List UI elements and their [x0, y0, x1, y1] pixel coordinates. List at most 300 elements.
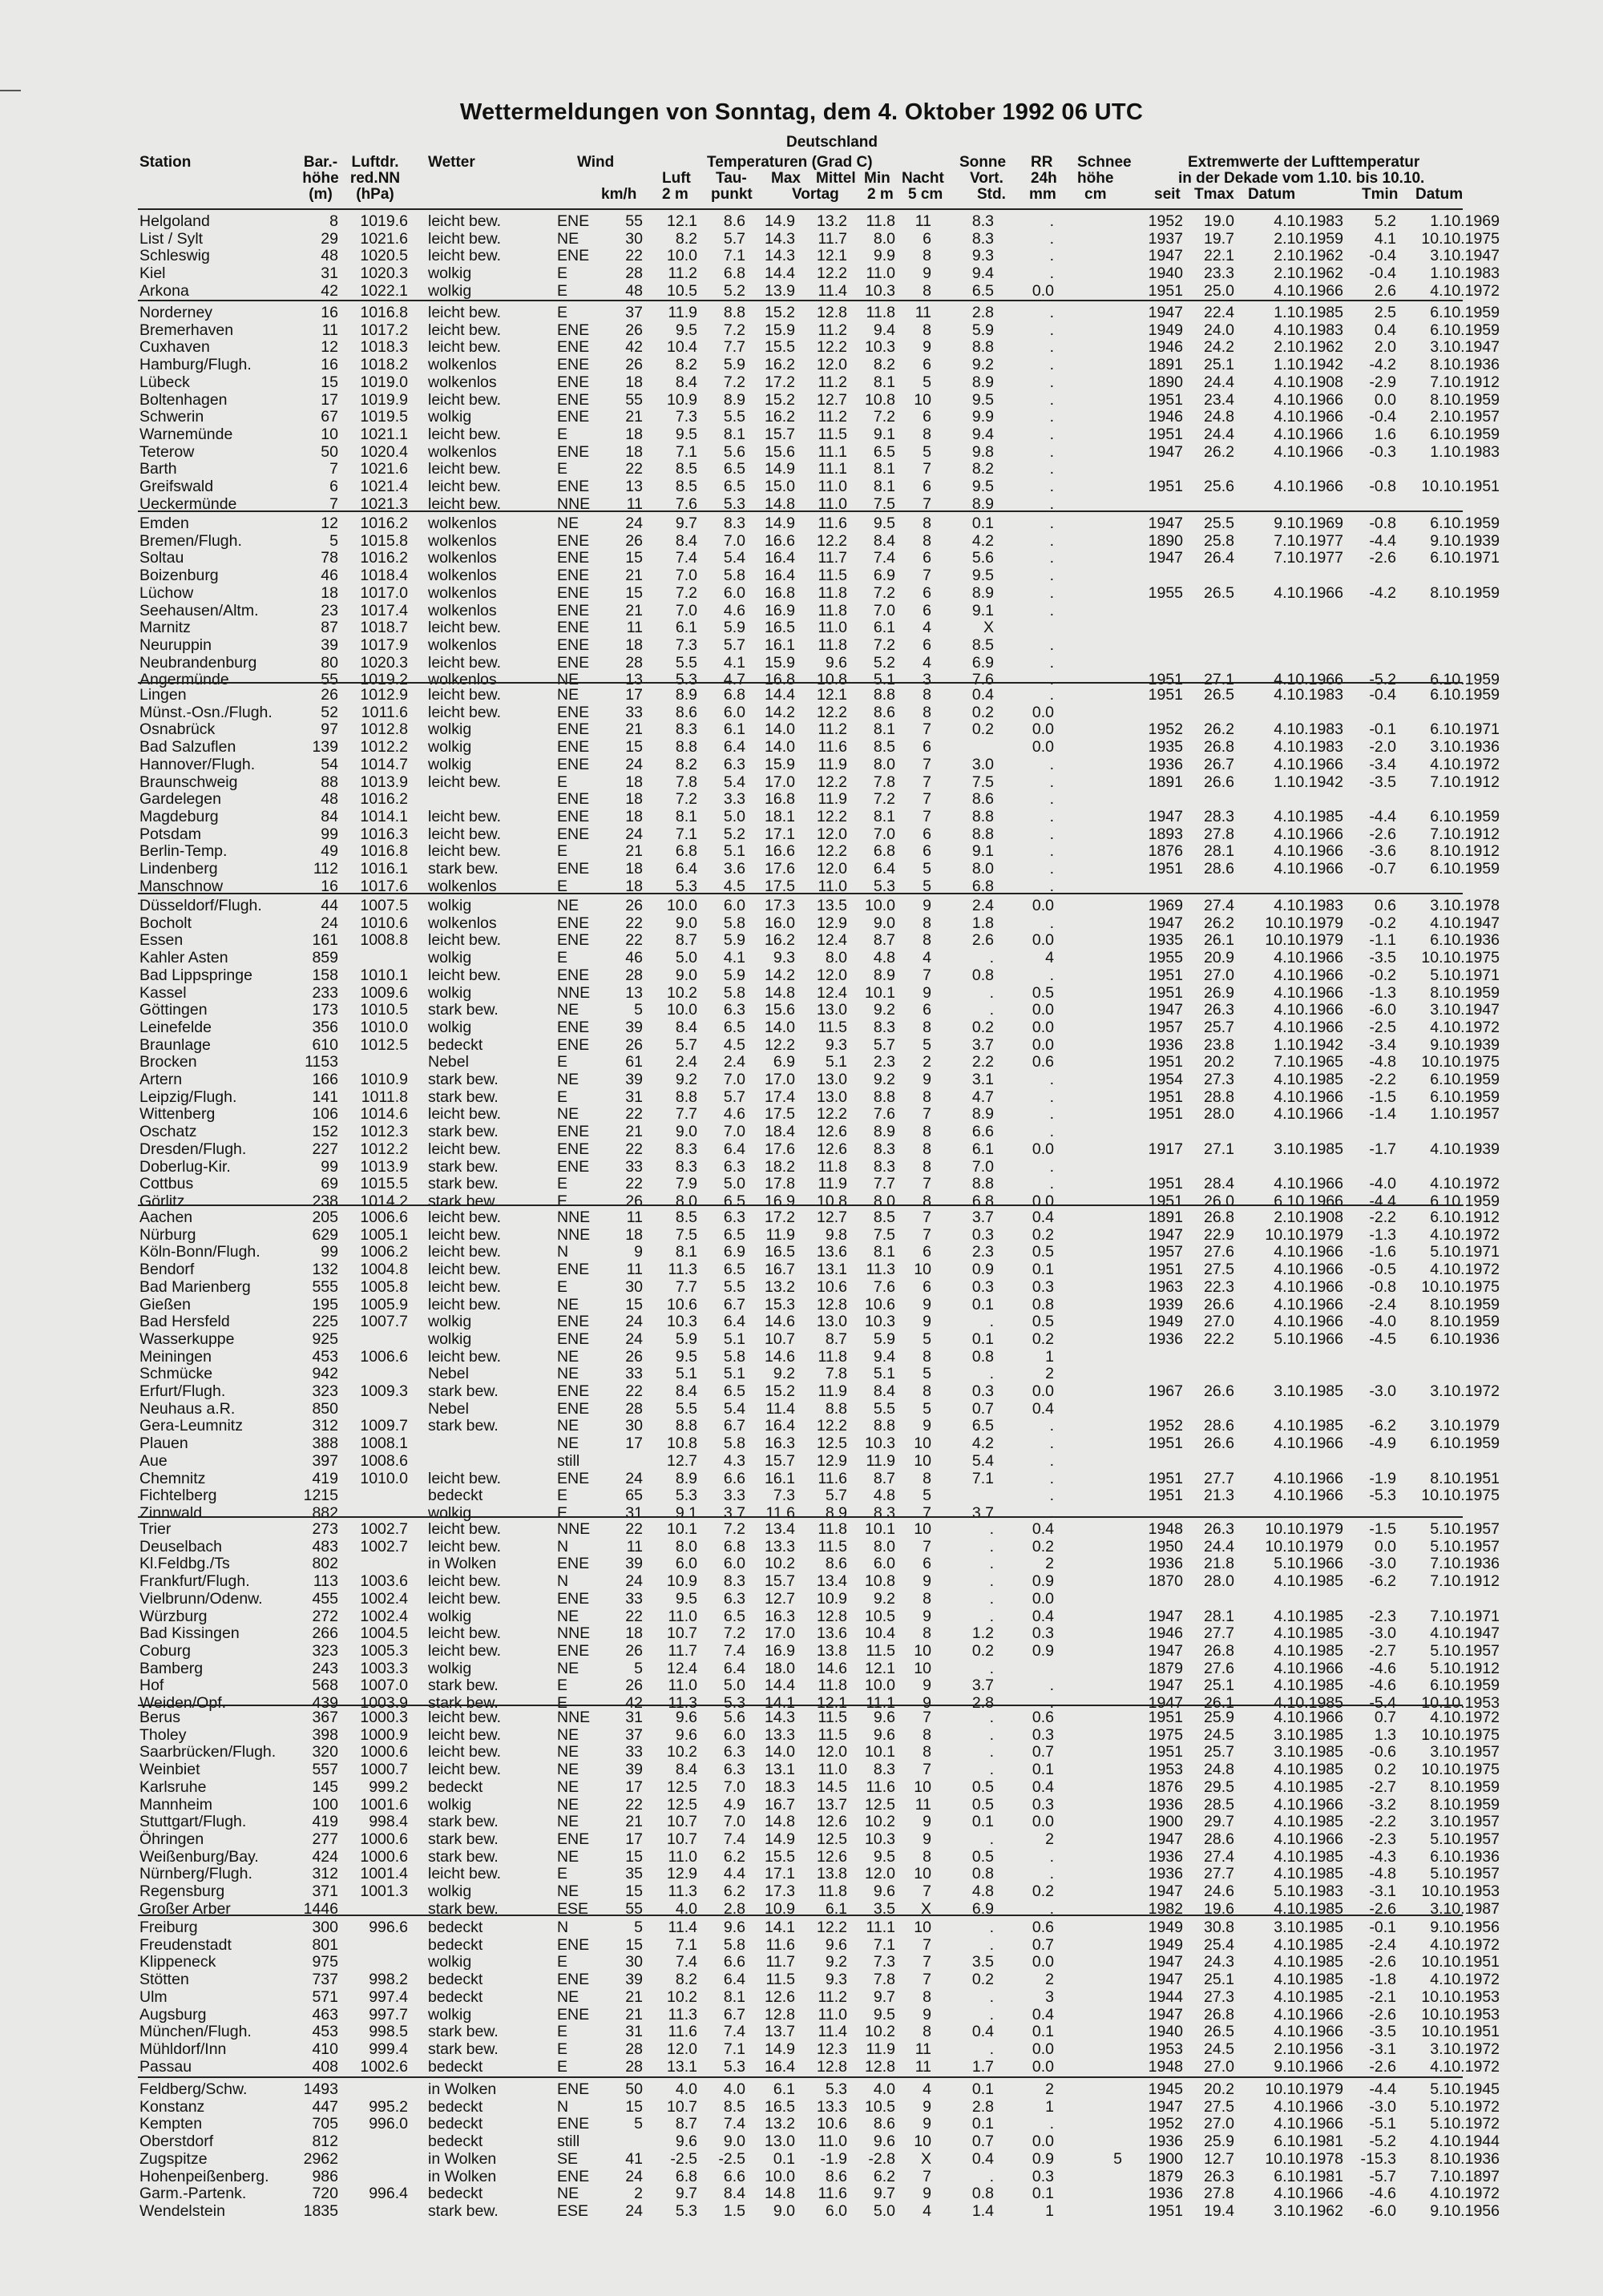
cell-t-max: 14.9 [765, 1830, 795, 1848]
cell-t-mean: 13.0 [817, 1071, 847, 1088]
cell-wind-speed: 22 [625, 1520, 643, 1538]
cell-tmin-date: 7.10.1971 [1430, 1607, 1500, 1625]
cell-station: Marnitz [139, 619, 191, 637]
cell-tmin-ext: -0.4 [1369, 247, 1396, 265]
cell-tmax-date: 7.10.1965 [1274, 1053, 1343, 1071]
cell-t-mean: 12.8 [817, 2057, 847, 2076]
cell-dewpoint: 5.8 [723, 567, 745, 585]
cell-t-mean: 11.5 [818, 567, 847, 585]
cell-wind-dir: ENE [557, 356, 590, 374]
cell-weather: Nebel [428, 1399, 469, 1418]
cell-wind-dir: ENE [557, 2115, 590, 2133]
cell-t-night: 7 [923, 1105, 931, 1124]
cell-wind-speed: 5 [634, 2115, 643, 2133]
cell-t-min: 10.0 [865, 897, 895, 914]
cell-since: 1955 [1148, 583, 1183, 602]
cell-height: 1215 [303, 1487, 338, 1505]
cell-pressure: 1016.2 [360, 514, 408, 532]
cell-t-mean: 13.6 [817, 1243, 847, 1261]
cell-wind-dir: E [557, 1953, 568, 1971]
cell-height: 26 [321, 686, 338, 704]
cell-height: 439 [312, 1694, 338, 1712]
cell-tmin-ext: -1.5 [1369, 1520, 1396, 1538]
cell-since: 1951 [1148, 860, 1183, 878]
cell-t-night: 10 [914, 1865, 931, 1883]
cell-station: Zugspitze [139, 2149, 208, 2168]
cell-dewpoint: 6.5 [723, 460, 745, 478]
cell-sunshine: 2.2 [971, 1053, 994, 1071]
cell-dewpoint: 4.7 [723, 671, 745, 689]
cell-station: Gießen [139, 1295, 191, 1313]
cell-t-max: 14.4 [765, 686, 795, 704]
cell-t-max: 16.9 [765, 1641, 795, 1660]
cell-since: 1947 [1148, 442, 1183, 461]
cell-rain: 0.1 [1032, 1761, 1054, 1779]
cell-t-mean: 11.6 [818, 1469, 847, 1487]
cell-dewpoint: 7.2 [723, 1520, 745, 1538]
cell-wind-speed: 13 [625, 983, 643, 1002]
cell-weather: leicht bew. [428, 1277, 502, 1296]
cell-tmin-date: 7.10.1912 [1430, 1572, 1500, 1591]
cell-since: 1951 [1148, 686, 1183, 704]
cell-weather: in Wolken [428, 2167, 497, 2185]
cell-wind-speed: 39 [625, 1761, 643, 1779]
cell-t-night: 11 [915, 2057, 931, 2076]
cell-dewpoint: 7.1 [723, 247, 745, 265]
cell-tmax-date: 4.10.1985 [1274, 1899, 1343, 1918]
cell-tmax-date: 4.10.1908 [1274, 373, 1343, 391]
cell-pressure: 1021.4 [360, 478, 408, 495]
cell-t-min: 10.2 [865, 2023, 895, 2041]
cell-t-air: 7.7 [675, 1105, 697, 1124]
cell-tmin-date: 9.10.1939 [1430, 531, 1500, 550]
cell-sunshine: 9.1 [971, 601, 994, 619]
cell-weather: leicht bew. [428, 807, 502, 825]
cell-t-mean: 10.9 [817, 1589, 847, 1608]
cell-t-min: 10.3 [865, 338, 895, 357]
cell-t-air: 7.3 [675, 408, 697, 426]
cell-t-mean: 11.9 [818, 755, 847, 773]
cell-t-night: 6 [923, 549, 931, 567]
cell-tmax-date: 4.10.1985 [1274, 1847, 1343, 1866]
cell-tmin-ext: -6.2 [1369, 1572, 1396, 1591]
cell-sunshine: 3.5 [971, 1953, 994, 1971]
cell-dewpoint: 6.5 [723, 1225, 745, 1244]
cell-t-night: 7 [923, 1761, 931, 1779]
cell-weather: stark bew. [428, 1417, 499, 1435]
cell-rain: 0.0 [1032, 931, 1054, 950]
cell-t-min: 8.3 [873, 1157, 895, 1176]
cell-t-max: 13.2 [765, 1277, 795, 1296]
cell-tmin-date: 10.10.1953 [1421, 1987, 1500, 2006]
cell-t-max: 14.3 [765, 1709, 795, 1726]
cell-t-mean: 8.8 [825, 1399, 847, 1418]
cell-t-mean: 11.7 [818, 229, 847, 248]
column-header: 2 m [867, 186, 894, 203]
cell-tmin-ext: -4.8 [1369, 1053, 1396, 1071]
cell-t-air: 7.8 [675, 773, 697, 791]
cell-since: 1949 [1148, 1935, 1183, 1954]
cell-tmax-ext: 20.2 [1204, 2080, 1234, 2098]
cell-t-night: 9 [923, 338, 931, 357]
cell-weather: leicht bew. [428, 653, 502, 672]
cell-t-night: 3 [923, 671, 931, 689]
cell-station: Neubrandenburg [139, 653, 257, 672]
cell-t-mean: 11.1 [818, 442, 847, 461]
cell-since: 1890 [1148, 373, 1183, 391]
cell-weather: leicht bew. [428, 247, 502, 265]
cell-since: 1947 [1148, 247, 1183, 265]
cell-tmax-date: 1.10.1942 [1274, 1035, 1343, 1054]
cell-tmin-date: 10.10.1951 [1421, 2023, 1500, 2041]
cell-tmin-ext: 0.7 [1374, 1709, 1396, 1726]
cell-sunshine: 0.2 [971, 703, 994, 721]
cell-t-night: 8 [923, 1847, 931, 1866]
cell-weather: wolkenlos [428, 671, 497, 689]
cell-t-max: 6.9 [773, 1053, 795, 1071]
cell-station: Tholey [139, 1725, 187, 1744]
cell-sunshine: 6.5 [971, 281, 994, 300]
cell-rain: 0.4 [1032, 1777, 1054, 1796]
cell-wind-speed: 24 [625, 825, 643, 843]
cell-t-max: 17.1 [765, 825, 795, 843]
cell-t-night: 7 [923, 755, 931, 773]
cell-pressure: 1006.2 [360, 1243, 408, 1261]
cell-t-mean: 11.8 [818, 583, 847, 602]
cell-since: 1957 [1148, 1018, 1183, 1036]
cell-pressure: 1000.6 [360, 1830, 408, 1848]
cell-wind-speed: 18 [625, 807, 643, 825]
cell-t-mean: 12.6 [817, 1123, 847, 1141]
cell-pressure: 1005.3 [360, 1641, 408, 1660]
cell-t-air: 8.8 [675, 1417, 697, 1435]
cell-t-min: 9.9 [873, 247, 895, 265]
cell-t-mean: 11.0 [818, 494, 847, 513]
cell-pressure: 1001.6 [360, 1795, 408, 1814]
cell-weather: wolkenlos [428, 636, 497, 654]
cell-t-air: 7.0 [675, 567, 697, 585]
cell-since: 1876 [1148, 1777, 1183, 1796]
cell-t-mean: 12.2 [817, 264, 847, 283]
cell-dewpoint: 8.3 [723, 1572, 745, 1591]
cell-pressure: 1007.0 [360, 1677, 408, 1695]
cell-tmax-date: 4.10.1966 [1274, 390, 1343, 409]
cell-sunshine: . [989, 1001, 994, 1019]
cell-t-mean: 11.0 [818, 619, 847, 637]
cell-tmax-date: 4.10.1966 [1274, 1087, 1343, 1106]
cell-dewpoint: 5.5 [723, 1277, 745, 1296]
cell-t-mean: 12.6 [817, 1813, 847, 1831]
cell-rain: . [1049, 442, 1054, 461]
cell-t-min: -2.8 [868, 2149, 895, 2168]
cell-t-mean: 12.4 [817, 931, 847, 950]
cell-height: 629 [312, 1225, 338, 1244]
cell-pressure: 1008.8 [360, 931, 408, 950]
cell-dewpoint: 6.2 [723, 1882, 745, 1900]
cell-t-mean: 6.1 [825, 1899, 847, 1918]
cell-tmax-ext: 24.0 [1204, 321, 1234, 339]
cell-tmin-date: 5.10.1971 [1430, 966, 1500, 984]
cell-wind-speed: 21 [625, 842, 643, 861]
cell-weather: wolkig [428, 408, 472, 426]
cell-t-air: 7.0 [675, 601, 697, 619]
cell-height: 942 [312, 1365, 338, 1383]
cell-sunshine: . [989, 1659, 994, 1677]
cell-rain: 0.4 [1032, 1607, 1054, 1625]
cell-t-night: 8 [923, 281, 931, 300]
cell-tmax-date: 4.10.1966 [1274, 949, 1343, 967]
cell-wind-speed: 24 [625, 1469, 643, 1487]
cell-t-min: 5.1 [873, 671, 895, 689]
cell-t-min: 9.7 [873, 2185, 895, 2203]
cell-tmin-date: 8.10.1959 [1430, 1777, 1500, 1796]
cell-tmin-ext: -2.0 [1369, 738, 1396, 757]
cell-t-max: 11.6 [765, 1935, 795, 1954]
cell-tmax-ext: 27.4 [1204, 897, 1234, 914]
cell-t-night: 7 [923, 966, 931, 984]
cell-tmin-ext: -2.5 [1369, 1018, 1396, 1036]
cell-rain: 2 [1045, 1971, 1054, 1989]
cell-station: Bad Marienberg [139, 1277, 251, 1296]
cell-t-air: 8.2 [675, 356, 697, 374]
cell-station: Seehausen/Altm. [139, 601, 259, 619]
cell-height: 7 [329, 494, 338, 513]
cell-pressure: 1004.5 [360, 1624, 408, 1643]
cell-tmax-ext: 22.2 [1204, 1330, 1234, 1348]
cell-t-night: 9 [923, 1694, 931, 1712]
cell-t-mean: 8.0 [825, 949, 847, 967]
cell-t-night: 6 [923, 408, 931, 426]
cell-station: Düsseldorf/Flugh. [139, 897, 262, 914]
cell-t-air: 7.2 [675, 583, 697, 602]
cell-t-night: 5 [923, 1035, 931, 1054]
cell-tmax-date: 4.10.1966 [1274, 442, 1343, 461]
cell-tmin-date: 3.10.1947 [1430, 1001, 1500, 1019]
cell-wind-speed: 18 [625, 1225, 643, 1244]
column-header: seit [1154, 186, 1181, 203]
cell-wind-speed: 37 [625, 1725, 643, 1744]
cell-t-min: 5.2 [873, 653, 895, 672]
cell-tmin-date: 8.10.1959 [1430, 390, 1500, 409]
cell-tmax-date: 9.10.1969 [1274, 514, 1343, 532]
cell-tmax-ext: 20.9 [1204, 949, 1234, 967]
cell-rain: . [1049, 601, 1054, 619]
cell-t-max: 11.4 [765, 1399, 795, 1418]
cell-t-night: 9 [923, 2005, 931, 2024]
cell-wind-speed: 11 [626, 1209, 643, 1226]
cell-t-mean: 12.2 [817, 1105, 847, 1124]
cell-height: 233 [312, 983, 338, 1002]
cell-station: Bad Salzuflen [139, 738, 236, 757]
cell-dewpoint: 5.2 [723, 825, 745, 843]
cell-t-min: 9.2 [873, 1589, 895, 1608]
cell-tmax-ext: 28.6 [1204, 860, 1234, 878]
cell-tmax-ext: 25.5 [1204, 514, 1234, 532]
cell-tmax-ext: 26.8 [1204, 1641, 1234, 1660]
cell-t-min: 8.4 [873, 531, 895, 550]
cell-station: Kahler Asten [139, 949, 228, 967]
cell-sunshine: 0.4 [971, 2023, 994, 2041]
cell-tmax-ext: 27.8 [1204, 825, 1234, 843]
cell-t-min: 9.6 [873, 1709, 895, 1726]
cell-t-max: 17.3 [765, 1882, 795, 1900]
cell-weather: wolkig [428, 1018, 472, 1036]
cell-wind-speed: 21 [625, 408, 643, 426]
cell-tmax-ext: 29.5 [1204, 1777, 1234, 1796]
column-header: Wetter [428, 154, 475, 171]
cell-weather: wolkenlos [428, 531, 497, 550]
cell-wind-dir: N [557, 1919, 569, 1936]
cell-tmin-date: 3.10.1987 [1430, 1899, 1500, 1918]
cell-rain: 0.3 [1032, 1624, 1054, 1643]
cell-since: 1879 [1148, 1659, 1183, 1677]
cell-tmin-ext: -4.4 [1369, 1192, 1396, 1210]
cell-sunshine: 8.9 [971, 583, 994, 602]
cell-t-max: 17.5 [765, 877, 795, 895]
column-header: Vort. [970, 170, 1003, 187]
cell-rain: 0.0 [1032, 1001, 1054, 1019]
cell-t-mean: 5.1 [825, 1053, 847, 1071]
cell-wind-speed: 22 [625, 1607, 643, 1625]
cell-tmax-date: 4.10.1983 [1274, 686, 1343, 704]
report-title: Wettermeldungen von Sonntag, dem 4. Oktober 1992 06 UTC [459, 99, 1144, 125]
cell-tmin-ext: -2.6 [1369, 2057, 1396, 2076]
cell-height: 49 [321, 842, 338, 861]
cell-height: 272 [312, 1607, 338, 1625]
cell-tmax-ext: 28.1 [1204, 842, 1234, 861]
cell-height: 850 [312, 1399, 338, 1418]
cell-tmin-date: 10.10.1975 [1421, 1053, 1500, 1071]
cell-wind-dir: still [557, 1451, 580, 1470]
cell-tmax-date: 4.10.1985 [1274, 1987, 1343, 2006]
cell-tmin-ext: -5.7 [1369, 2167, 1396, 2185]
cell-t-air: 8.3 [675, 720, 697, 739]
cell-t-max: 14.6 [765, 1313, 795, 1331]
cell-tmin-ext: -0.5 [1369, 1261, 1396, 1279]
cell-dewpoint: 7.0 [723, 1071, 745, 1088]
cell-t-night: 8 [923, 247, 931, 265]
cell-tmax-ext: 25.7 [1204, 1018, 1234, 1036]
cell-tmax-ext: 25.8 [1204, 531, 1234, 550]
cell-t-night: 7 [923, 567, 931, 585]
cell-tmin-date: 8.10.1936 [1430, 356, 1500, 374]
cell-weather: stark bew. [428, 1677, 499, 1695]
cell-wind-speed: 37 [625, 304, 643, 321]
cell-t-max: 10.7 [765, 1330, 795, 1348]
cell-sunshine: . [989, 1743, 994, 1761]
cell-weather: wolkig [428, 2005, 472, 2024]
cell-wind-speed: 18 [625, 860, 643, 878]
cell-tmin-date: 9.10.1956 [1430, 1919, 1500, 1936]
column-header: 5 cm [908, 186, 943, 203]
cell-tmin-date: 3.10.1957 [1430, 1813, 1500, 1831]
cell-tmax-date: 4.10.1966 [1274, 671, 1343, 689]
cell-t-mean: 13.5 [817, 897, 847, 914]
cell-t-max: 14.9 [765, 514, 795, 532]
cell-tmax-date: 4.10.1966 [1274, 2097, 1343, 2116]
cell-tmin-date: 5.10.1972 [1430, 2097, 1500, 2116]
cell-t-air: 11.4 [668, 1919, 697, 1936]
cell-wind-dir: E [557, 281, 568, 300]
cell-wind-speed: 22 [625, 460, 643, 478]
cell-height: 1446 [303, 1899, 338, 1918]
cell-t-air: 8.8 [675, 1087, 697, 1106]
cell-station: Neuruppin [139, 636, 212, 654]
cell-t-night: 10 [914, 390, 931, 409]
cell-t-max: 16.3 [765, 1607, 795, 1625]
cell-tmax-date: 10.10.1979 [1265, 1225, 1343, 1244]
cell-since: 1951 [1148, 1087, 1183, 1106]
cell-sunshine: 8.0 [971, 860, 994, 878]
cell-tmax-ext: 25.9 [1204, 1709, 1234, 1726]
cell-t-min: 8.6 [873, 2115, 895, 2133]
cell-tmin-date: 4.10.1972 [1430, 1225, 1500, 1244]
cell-t-min: 8.0 [873, 1537, 895, 1556]
cell-wind-dir: NNE [557, 983, 591, 1002]
cell-wind-dir: ENE [557, 1830, 590, 1848]
cell-since: 1947 [1148, 1607, 1183, 1625]
cell-rain: . [1049, 408, 1054, 426]
cell-tmax-ext: 30.8 [1204, 1919, 1234, 1936]
cell-t-night: 10 [914, 1261, 931, 1279]
cell-dewpoint: 6.9 [723, 1243, 745, 1261]
cell-rain: 0.7 [1032, 1743, 1054, 1761]
cell-wind-speed: 42 [625, 338, 643, 357]
cell-wind-dir: ENE [557, 442, 590, 461]
cell-tmax-date: 4.10.1983 [1274, 738, 1343, 757]
cell-t-night: 9 [923, 264, 931, 283]
cell-t-min: 10.5 [865, 1607, 895, 1625]
cell-weather: leicht bew. [428, 1725, 502, 1744]
column-header: Temperaturen (Grad C) [707, 154, 873, 171]
cell-dewpoint: 7.4 [723, 2023, 745, 2041]
cell-sunshine: 4.8 [971, 1882, 994, 1900]
cell-sunshine: 8.2 [971, 460, 994, 478]
cell-wind-dir: ENE [557, 1035, 590, 1054]
cell-weather: wolkenlos [428, 549, 497, 567]
cell-t-air: 8.7 [675, 2115, 697, 2133]
cell-t-max: 18.4 [765, 1123, 795, 1141]
cell-rain: 0.0 [1032, 2040, 1054, 2058]
cell-rain: 0.1 [1032, 1261, 1054, 1279]
cell-rain: 0.0 [1032, 1382, 1054, 1400]
cell-t-air: 10.8 [667, 1434, 697, 1453]
cell-t-max: 16.4 [765, 2057, 795, 2076]
cell-sunshine: 5.6 [971, 549, 994, 567]
cell-tmin-date: 5.10.1957 [1430, 1537, 1500, 1556]
cell-rain: 2 [1045, 2080, 1054, 2098]
cell-wind-speed: 26 [625, 1192, 643, 1210]
cell-rain: . [1049, 1417, 1054, 1435]
cell-tmax-date: 4.10.1966 [1274, 1261, 1343, 1279]
cell-t-mean: 12.9 [817, 914, 847, 932]
column-header: Luftdr. [351, 154, 399, 171]
cell-station: Bocholt [139, 914, 192, 932]
cell-rain: . [1049, 807, 1054, 825]
cell-wind-speed: 9 [634, 1243, 643, 1261]
cell-tmin-date: 10.10.1975 [1421, 949, 1500, 967]
cell-sunshine: 9.2 [971, 356, 994, 374]
cell-tmax-ext: 27.8 [1204, 2185, 1234, 2203]
cell-height: 48 [321, 247, 338, 265]
cell-tmax-date: 4.10.1966 [1274, 2005, 1343, 2024]
cell-tmin-date: 10.10.1951 [1421, 1953, 1500, 1971]
cell-dewpoint: 7.0 [723, 1777, 745, 1796]
cell-height: 17 [321, 390, 338, 409]
cell-tmax-date: 6.10.1966 [1274, 1192, 1343, 1210]
cell-height: 10 [321, 425, 338, 443]
cell-dewpoint: 8.1 [723, 425, 745, 443]
